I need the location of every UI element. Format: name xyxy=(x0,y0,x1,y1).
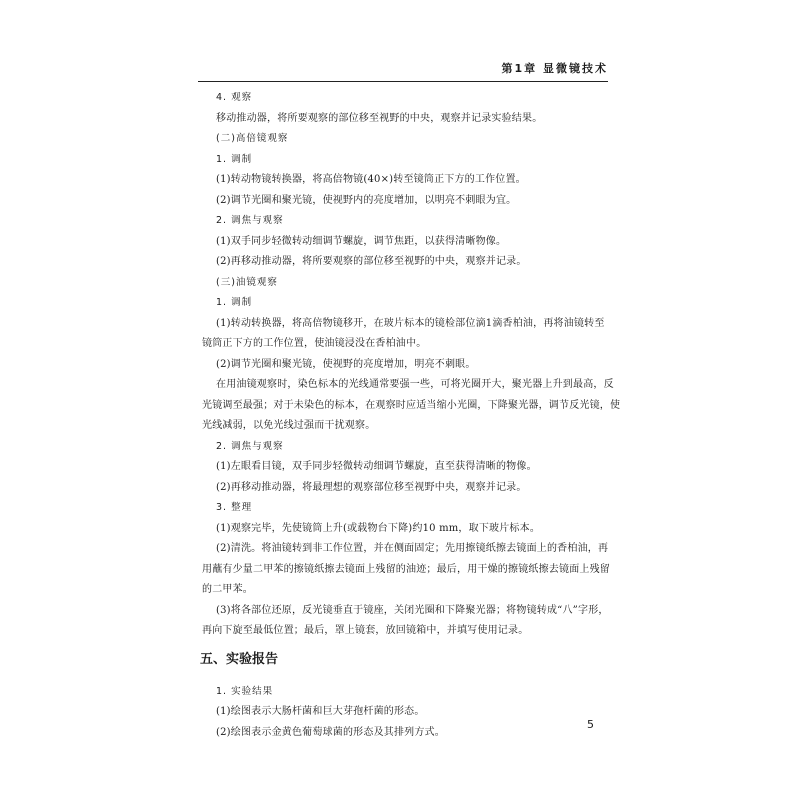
paragraph-line: (2)绘图表示金黄色葡萄球菌的形态及其排列方式。 xyxy=(216,726,445,738)
paragraph-line: (3)将各部位还原，反光镜垂直于镜座，关闭光圈和下降聚光器；将物镜转成“八”字形， xyxy=(216,604,609,616)
paragraph-line: (2)再移动推动器，将所要观察的部位移至视野的中央，观察并记录。 xyxy=(216,256,527,267)
paragraph-line: (1)转动转换器，将高倍物镜移开，在玻片标本的镜检部位滴1滴香柏油，再将油镜转至 xyxy=(216,317,605,329)
page-body xyxy=(200,88,621,743)
paragraph-line: (2)调节光圈和聚光镜，使视野的亮度增加，明亮不刺眼。 xyxy=(216,358,476,370)
paragraph-line: 再向下旋至最低位置；最后，罩上镜套，放回镜箱中，并填写使用记录。 xyxy=(202,625,529,636)
paragraph-line: 移动推动器，将所要观察的部位移至视野的中央，观察并记录实验结果。 xyxy=(216,112,543,124)
page-number: 5 xyxy=(587,718,594,731)
paragraph-line: 用蘸有少量二甲苯的擦镜纸擦去镜面上残留的油迹；最后，用干燥的擦镜纸擦去镜面上残留 xyxy=(202,563,610,575)
paragraph-line: (1)绘图表示大肠杆菌和巨大芽孢杆菌的形态。 xyxy=(216,706,425,717)
section-title: 五、实验报告 xyxy=(200,651,279,667)
step-heading: 3. 整理 xyxy=(216,502,253,513)
step-heading: 1. 调制 xyxy=(216,153,253,165)
step-heading: 2. 调焦与观察 xyxy=(216,440,284,452)
running-header: 第1章 显微镜技术 xyxy=(501,62,608,75)
paragraph-line: (2)清洗。将油镜转到非工作位置，并在侧面固定；先用擦镜纸擦去镜面上的香柏油，再 xyxy=(216,543,609,554)
subsection-heading: (三)油镜观察 xyxy=(216,276,278,288)
paragraph-line: (2)调节光圈和聚光镜，使视野内的亮度增加，以明亮不刺眼为宜。 xyxy=(216,194,517,206)
step-heading: 2. 调焦与观察 xyxy=(216,215,284,226)
header-rule xyxy=(198,81,608,82)
paragraph-line: (2)再移动推动器，将最理想的观察部位移至视野中央，观察并记录。 xyxy=(216,481,527,493)
paragraph-line: 的二甲苯。 xyxy=(202,584,253,595)
paragraph-line: (1)左眼看目镜，双手同步轻微转动细调节螺旋，直至获得清晰的物像。 xyxy=(216,461,537,472)
step-heading: 1. 调制 xyxy=(216,297,253,308)
paragraph-line: (1)观察完毕，先使镜筒上升(或载物台下降)约10 mm，取下玻片标本。 xyxy=(216,522,541,534)
paragraph-line: 光线减弱，以免光线过强而干扰观察。 xyxy=(202,420,376,431)
paragraph-line: (1)转动物镜转换器，将高倍物镜(40×)转至镜筒正下方的工作位置。 xyxy=(216,174,526,185)
step-heading: 4. 观察 xyxy=(216,92,253,103)
paragraph-line: 光镜调至最强；对于未染色的标本，在观察时应适当缩小光圈，下降聚光器，调节反光镜，使 xyxy=(202,399,621,411)
paragraph-line: 在用油镜观察时，染色标本的光线通常要强一些，可将光圈开大，聚光器上升到最高，反 xyxy=(216,379,614,390)
paragraph-line: 镜筒正下方的工作位置，使油镜浸没在香柏油中。 xyxy=(202,338,427,349)
subsection-heading: (二)高倍镜观察 xyxy=(216,133,289,144)
paragraph-line: (1)双手同步轻微转动细调节螺旋，调节焦距，以获得清晰物像。 xyxy=(216,235,507,247)
step-heading: 1. 实验结果 xyxy=(216,685,274,697)
